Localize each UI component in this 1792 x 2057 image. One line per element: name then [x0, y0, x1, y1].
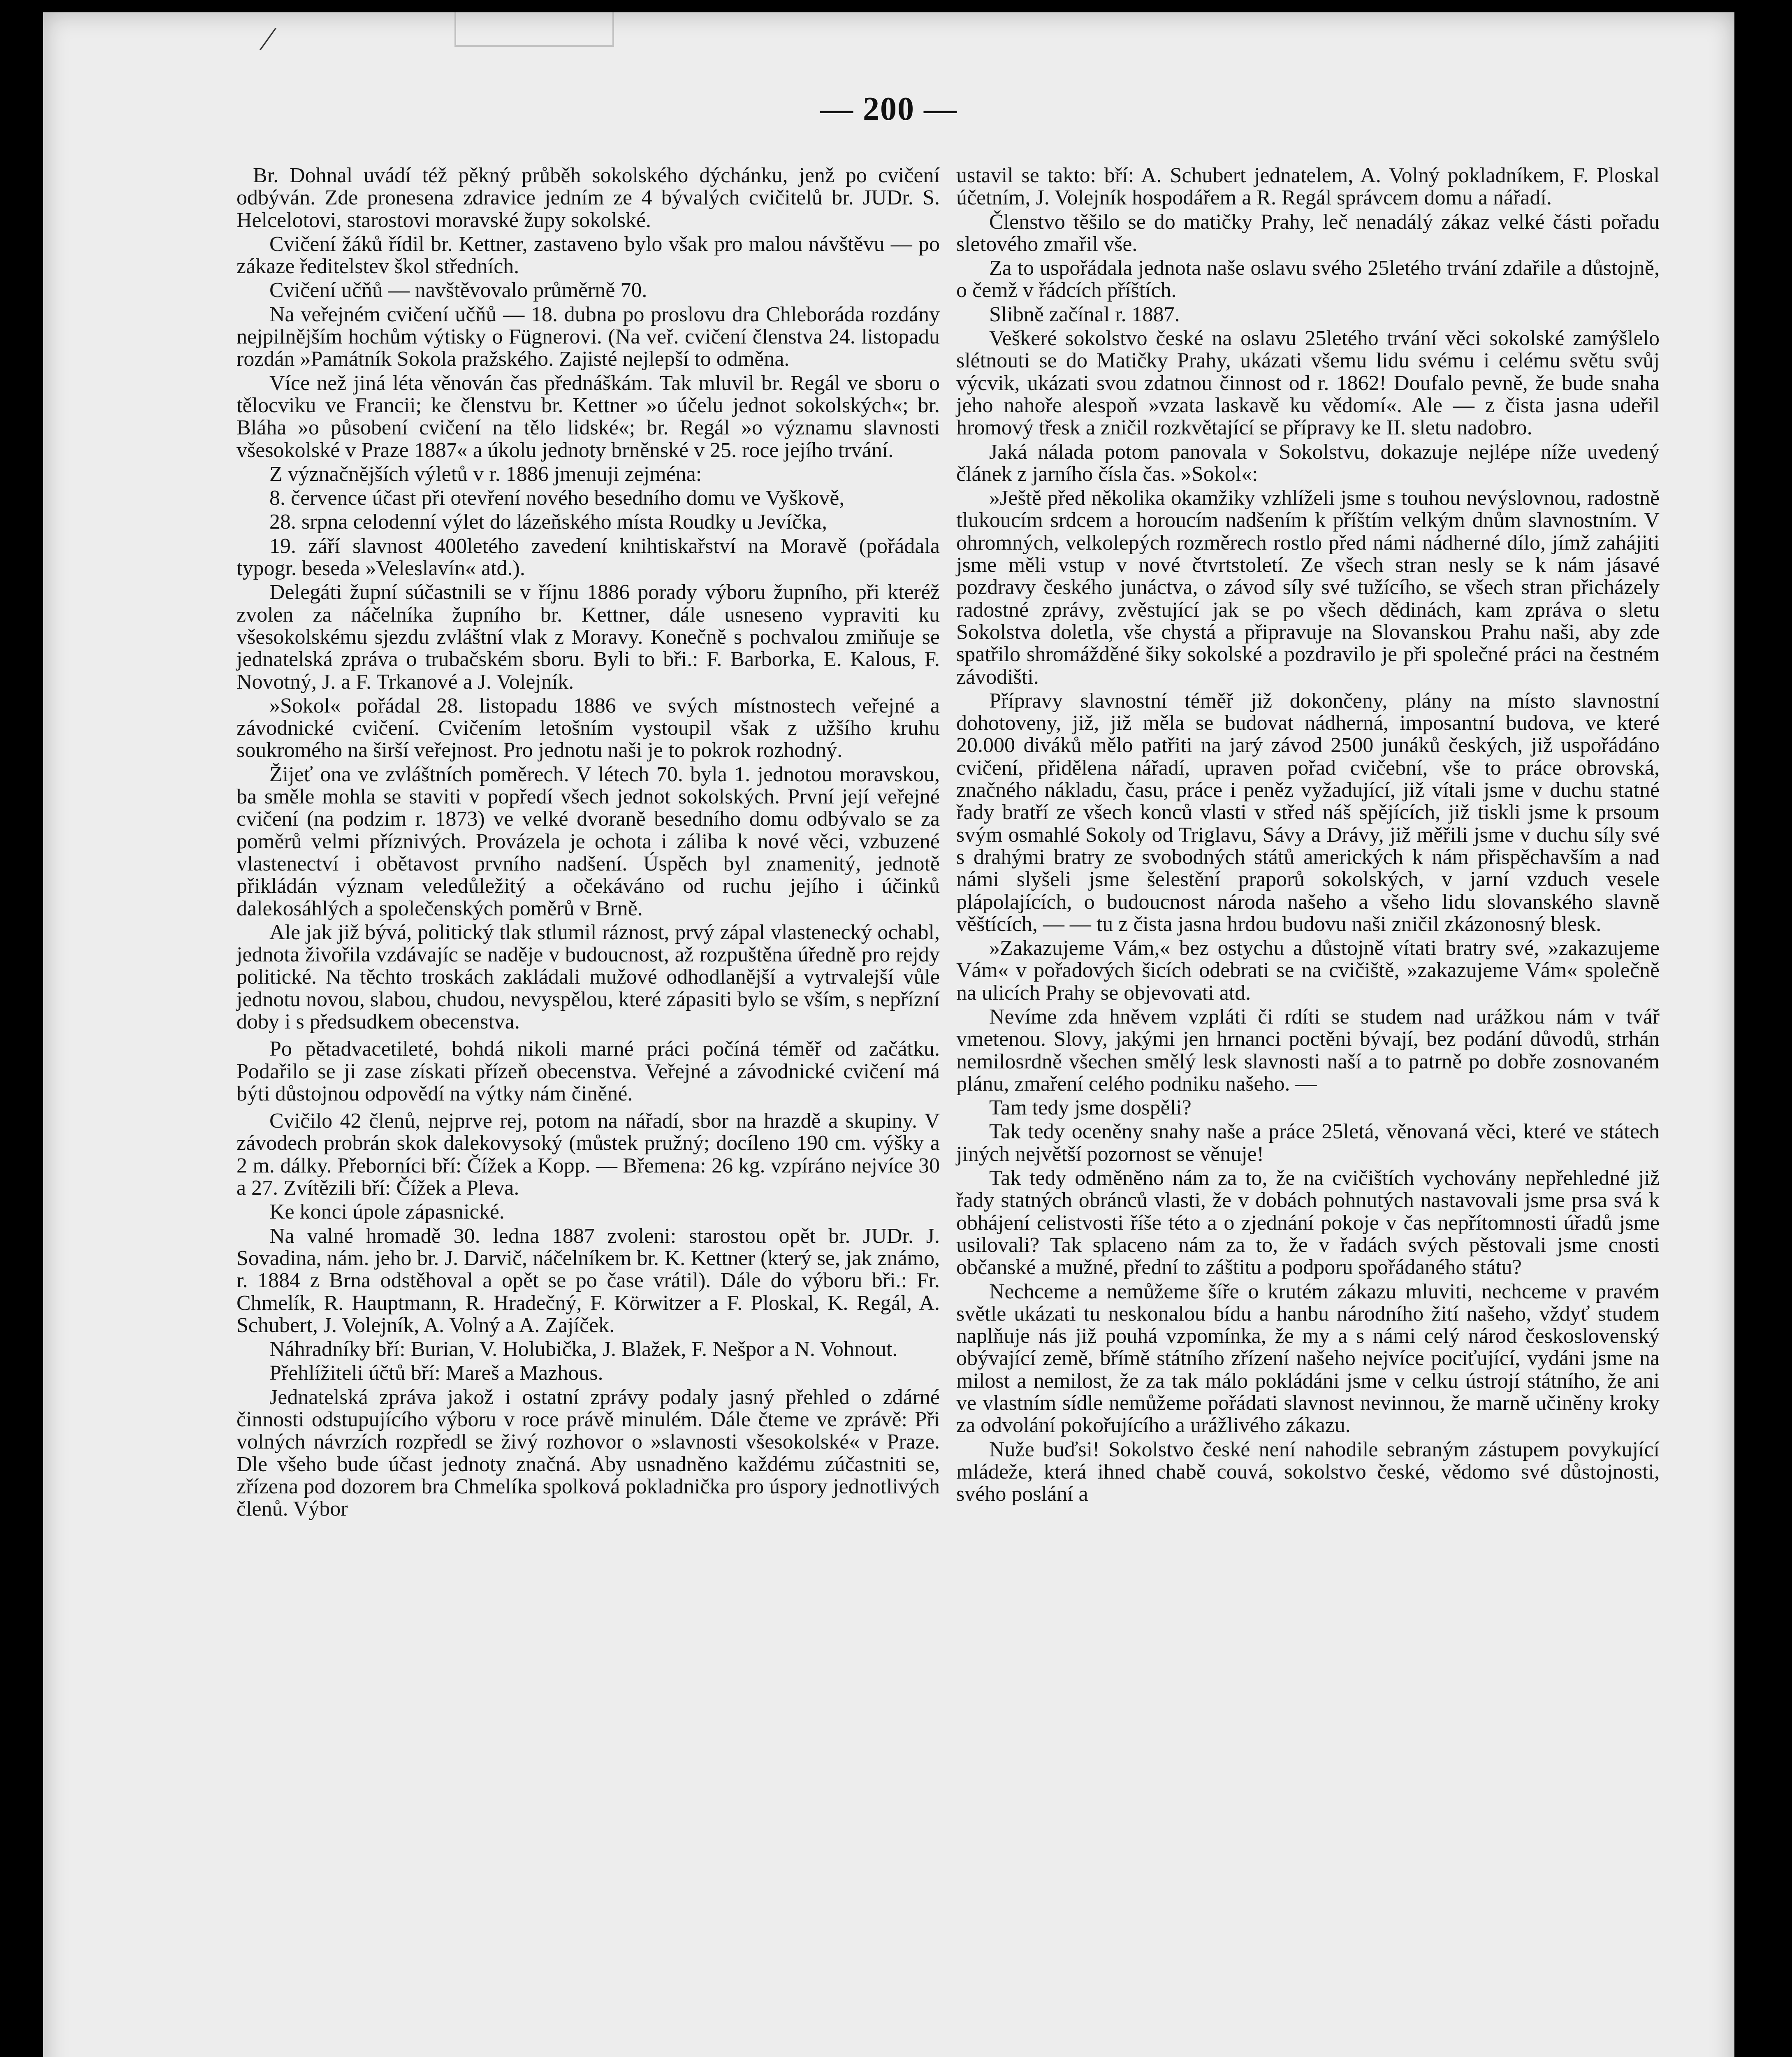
paragraph: Za to uspořádala jednota naše oslavu svého 25letého trvání zdařile a důstojně, o čemž v řádcích příštích. [956, 256, 1660, 302]
paragraph: Po pětadvacetileté, bohdá nikoli marné práci počíná téměř od začátku. Podařilo se ji zase získati přízeň obecenstva. Veřejné a závodnické cvičení má býti důstojnou odpovědí na výtky nám činěné. [236, 1037, 940, 1105]
paragraph: »Sokol« pořádal 28. listopadu 1886 ve svých místnostech veřejné a závodnické cvičení. Cvičením letošním vystoupil však z užšího kruhu soukromého na širší veřejnost. Pro jednotu naši je to pokrok rozhodný. [236, 694, 940, 762]
paragraph: Žijeť ona ve zvláštních poměrech. V létech 70. byla 1. jednotou moravskou, ba směle mohla se staviti v popředí všech jednot sokolských. První její veřejné cvičení (na podzim r. 1873) ve velké dvoraně besedního domu odbývalo se za poměrů velmi příznivých. Provázela je ochota i záliba k nové věci, vzbuzené vlastenectví i obětavost prvního nadšení. Úspěch byl znamenitý, jednotě přikládán význam veledůležitý a očekáváno od ruchu jejího i účinků dalekosáhlých a společenských poměrů v Brně. [236, 762, 940, 920]
paragraph: Cvičilo 42 členů, nejprve rej, potom na nářadí, sbor na hrazdě a skupiny. V závodech probrán skok dalekovysoký (můstek pružný; docíleno 190 cm. výšky a 2 m. dálky. Přeborníci bří: Čížek a Kopp. — Břemena: 26 kg. vzpíráno nejvíce 30 a 27. Zvítězili bří: Čížek a Pleva. [236, 1109, 940, 1200]
paragraph: Z význačnějších výletů v r. 1886 jmenuji zejména: [269, 462, 702, 486]
scan-mark: ⁄ [265, 21, 271, 57]
paragraph: Cvičení žáků řídil br. Kettner, zastaveno bylo však pro malou návštěvu — po zákaze ředitelstev škol středních. [236, 232, 940, 279]
paragraph: Tak tedy oceněny snahy naše a práce 25letá, věnovaná věci, které ve státech jiných největší pozornost se věnuje! [956, 1120, 1660, 1166]
paragraph: Na veřejném cvičení učňů — 18. dubna po proslovu dra Chleboráda rozdány nejpilnějším hochům výtisky o Fügnerovi. (Na veř. cvičení členstva 24. listopadu rozdán »Památník Sokola pražského. Zajisté nejlepší to odměna. [236, 302, 940, 371]
paragraph: Více než jiná léta věnován čas přednáškám. Tak mluvil br. Regál ve sboru o tělocviku ve Francii; ke členstvu br. Kettner »o účelu jednot sokolských«; br. Bláha »o působení cvičení na tělo lidské«; br. Regál »o významu slavnosti všesokolské v Praze 1887« a úkolu jednoty brněnské v 25. roce jejího trvání. [236, 371, 940, 462]
paragraph: Přehlížiteli účtů bří: Mareš a Mazhous. [269, 1361, 603, 1385]
paragraph: »Ještě před několika okamžiky vzhlíželi jsme s touhou nevýslovnou, radostně tlukoucím srdcem a horoucím nadšením k příštím velkým dnům slavnostním. V ohromných, velkolepých rozměrech rostlo před námi nádherné dílo, jímž zahájiti jsme měli vstup v nové čtvrtstoletí. Ze všech stran nesly se k nám jásavé pozdravy českého junáctva, o závod síly své tužícího, se všech stran přicházely radostné zprávy, zvěstující jak se po všech dědinách, kam zpráva o sletu Sokolstva doletla, vše chystá a připravuje na Slovanskou Prahu naši, aby zde spatřilo shromážděné šiky sokolské a pozdravilo je při společné práci na čestném závodišti. [956, 486, 1660, 689]
paragraph: Na valné hromadě 30. ledna 1887 zvoleni: starostou opět br. JUDr. J. Sovadina, nám. jeho br. J. Darvič, náčelníkem br. K. Kettner (který se, jak známo, r. 1884 z Brna odstěhoval a opět se po čase vrátil). Dále do výboru bři.: Fr. Chmelík, R. Hauptmann, R. Hradečný, F. Körwitzer a F. Ploskal, K. Regál, A. Schubert, J. Volejník, A. Volný a A. Zajíček. [236, 1224, 940, 1337]
paragraph: Jaká nálada potom panovala v Sokolstvu, dokazuje nejlépe níže uvedený článek z jarního čísla čas. »Sokol«: [956, 440, 1660, 486]
paragraph: Nevíme zda hněvem vzpláti či rdíti se studem nad urážkou nám v tvář vmetenou. Slovy, jakými jen hrnanci poctěni bývají, bez podání důvodů, strhán nemilosrdně všechen smělý lesk slavnosti naší a to patrně po dobře zosnovaném plánu, zmaření celého podniku našeho. — [956, 1005, 1660, 1096]
paragraph: Členstvo těšilo se do matičky Prahy, leč nenadálý zákaz velké části pořadu sletového zmařil vše. [956, 210, 1660, 256]
paragraph: ustavil se takto: bří: A. Schubert jednatelem, A. Volný pokladníkem, F. Ploskal účetním, J. Volejník hospodářem a R. Regál správcem domu a nářadí. [956, 164, 1660, 210]
paragraph: Slibně začínal r. 1887. [989, 302, 1180, 326]
document-page [43, 12, 1734, 2057]
page-number: — 200 — [820, 91, 957, 127]
paragraph: Ke konci úpole zápasnické. [269, 1200, 505, 1224]
paragraph: Cvičení učňů — navštěvovalo průměrně 70. [269, 279, 647, 302]
right-column [956, 165, 1660, 1507]
paragraph: Nechceme a nemůžeme šíře o krutém zákazu mluviti, nechceme v pravém světle ukázati tu neskonalou bídu a hanbu národního žití našeho, vždyť studem naplňuje nás již pouhá vzpomínka, že my a s námi celý národ československý obývající země, břímě státního zřízení našeho nejvíce pociťující, vydáni jsme na milost a nemilost, že za tak málo pokládáni jsme v celku ústrojí státního, že ani ve vlastním sídle nemůžeme pořádati slavnost nevinnou, že marně učiněny kroky za odvolání pokořujícího a urážlivého zákazu. [956, 1279, 1660, 1437]
paragraph: »Zakazujeme Vám,« bez ostychu a důstojně vítati bratry své, »zakazujeme Vám« v pořadových šicích odebrati se na cvičiště, »zakazujeme Vám« společně na ulicích Prahy se objevovati atd. [956, 936, 1660, 1005]
paragraph: Br. Dohnal uvádí též pěkný průběh sokolského dýchánku, jenž po cvičení odbýván. Zde pronesena zdravice jedním ze 4 bývalých cvičitelů br. JUDr. S. Helcelotovi, starostovi moravské župy sokolské. [236, 164, 940, 232]
paragraph: 19. září slavnost 400letého zavedení knihtiskařství na Moravě (pořádala typogr. beseda »Veleslavín« atd.). [236, 534, 940, 580]
paragraph: Ale jak již bývá, politický tlak stlumil ráznost, prvý zápal vlastenecký ochabl, jednota živořila vzdávajíc se naděje v budoucnost, až rozpuštěna úředně pro rejdy politické. Na těchto troskách zakládali mužové odhodlanější a vytrvalejší vůle jednotu novou, slabou, chudou, nevyspělou, které zápasiti bylo se vším, s nepřízní doby i s předsudkem obecenstva. [236, 920, 940, 1033]
paragraph: Tam tedy jsme dospěli? [989, 1096, 1192, 1120]
paragraph: Náhradníky bří: Burian, V. Holubička, J. Blažek, F. Nešpor a N. Vohnout. [269, 1337, 898, 1361]
paragraph: 8. července účast při otevření nového besedního domu ve Vyškově, [269, 486, 845, 510]
paragraph: Přípravy slavnostní téměř již dokončeny, plány na místo slavnostní dohotoveny, již, již měla se budovat nádherná, imposantní budova, ve které 20.000 diváků mělo patřiti na jarý závod 2500 junáků českých, již uspořádáno cvičení, přidělena nářadí, upraven pořad cvičební, vše to práce obrovská, značného nákladu, času, práce i peněz vyžadující, již vítali jsme v duchu statné řady bratří ze všech konců vlasti v střed náš spějících, již tiskli jsme k prsoum svým osmahlé Sokoly od Triglavu, Sávy a Drávy, již měřili jsme v duchu síly své s drahými bratry ze svobodných států amerických k nám přispěchavším a nad námi slyšeli jsme šelestění praporů sokolských, v jarní vzduch vesele plápolajících, o budoucnost národa našeho a všeho lidu slovanského slavně věštících, — — tu z čista jasna hrdou budovu naši zničil zkázonosný blesk. [956, 689, 1660, 936]
paragraph: Nuže buďsi! Sokolstvo české není nahodile sebraným zástupem povykující mládeže, která ihned chabě couvá, sokolstvo české, vědomo své důstojnosti, svého poslání a [956, 1437, 1660, 1506]
paragraph: 28. srpna celodenní výlet do lázeňského místa Roudky u Jevíčka, [269, 510, 828, 534]
paragraph: Delegáti župní súčastnili se v říjnu 1886 porady výboru župního, při kteréž zvolen za náčelníka župního br. Kettner, dále usneseno vypraviti ku všesokolskému sjezdu zvláštní vlak z Moravy. Konečně s pochvalou zmiňuje se jednatelská zpráva o trubačském sboru. Byli to bři.: F. Barborka, E. Kalous, F. Novotný, J. a F. Trkanové a J. Volejník. [236, 580, 940, 694]
left-column [236, 165, 940, 1522]
paragraph: Tak tedy odměněno nám za to, že na cvičištích vychovány nepřehledné již řady statných obránců vlasti, že v dobách pohnutých nastavovali jsme prsa svá k obhájení celistvosti říše této a o zjednání pokoje v čas nepřítomnosti úřadů jsme usilovali? Tak splaceno nám za to, že v řadách svých pěstovali jsme cnosti občanské a mužné, přední to záštitu a podporu spořádaného státu? [956, 1166, 1660, 1279]
paragraph: Jednatelská zpráva jakož i ostatní zprávy podaly jasný přehled o zdárné činnosti odstupujícího výboru v roce právě minulém. Dále čteme ve zprávě: Při volných návrzích rozpředl se živý rozhovor o »slavnosti všesokolské« v Praze. Dle všeho bude účast jednoty značná. Aby usnadněno každému zúčastniti se, zřízena pod dozorem bra Chmelíka spolková pokladnička pro úspory jednotlivých členů. Výbor [236, 1385, 940, 1521]
scan-smudge [454, 12, 614, 47]
paragraph: Veškeré sokolstvo české na oslavu 25letého trvání věci sokolské zamýšlelo slétnouti se do Matičky Prahy, ukázati všemu lidu svému i celému světu svůj výcvik, ukázati svou zdatnou činnost od r. 1862! Doufalo pevně, že bude snaha jeho nahoře alespoň »vzata laskavě ku vědomí«. Ale — z čista jasna udeřil hromový třesk a zničil rozkvětající se přípravy ke II. sletu nadobro. [956, 327, 1660, 440]
